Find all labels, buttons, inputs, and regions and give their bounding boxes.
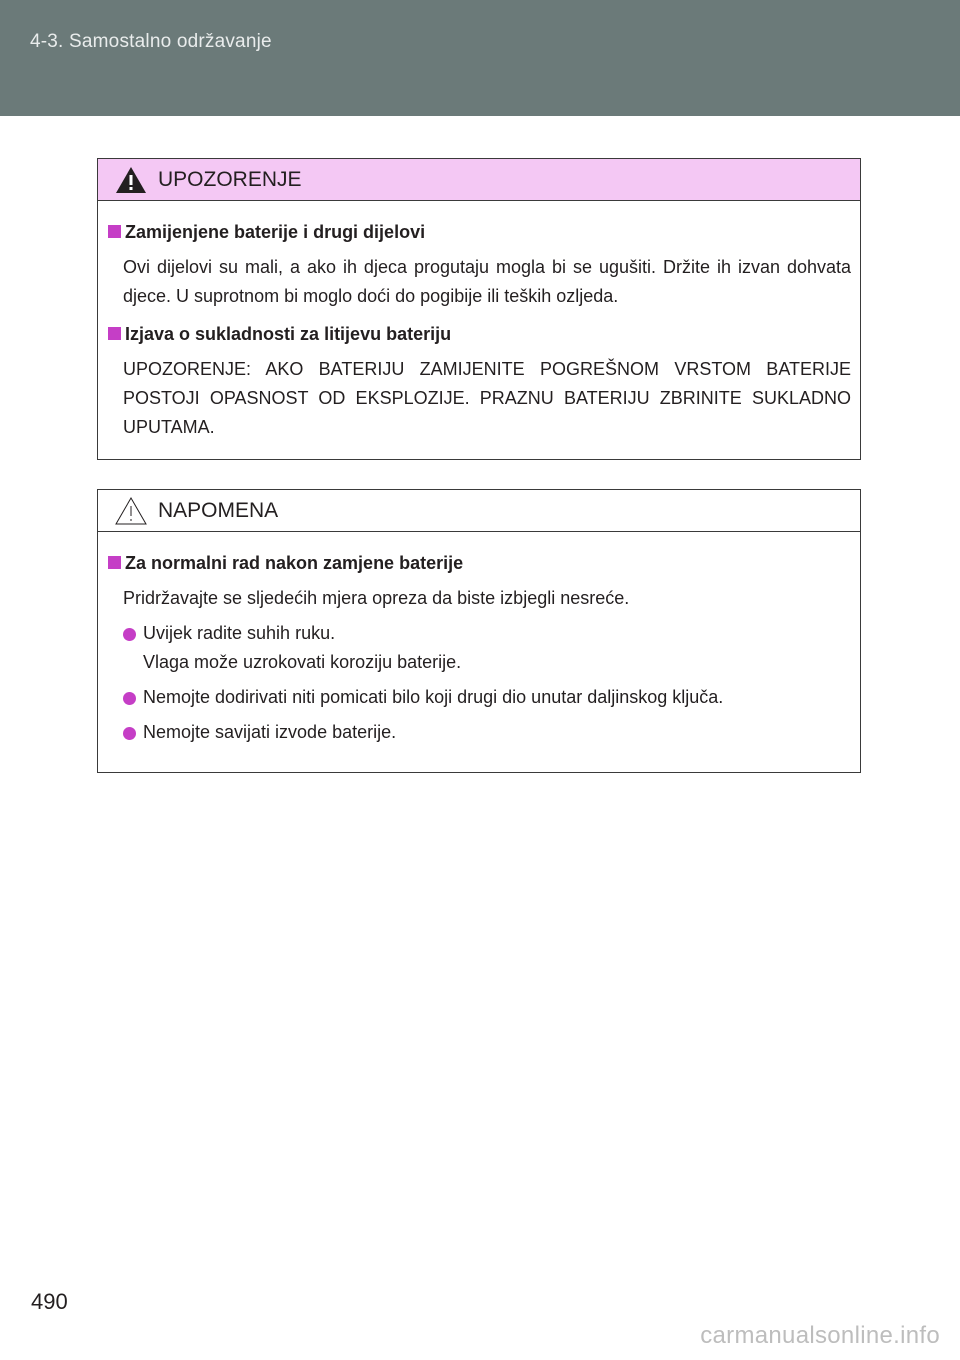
warning-section-heading-text: Izjava o sukladnosti za litijevu bateriju: [125, 324, 452, 344]
notice-intro-paragraph: Pridržavajte se sljedećih mjera opreza da biste izbjegli nesreće.: [123, 588, 630, 608]
warning-triangle-filled-icon: [114, 165, 148, 195]
magenta-dot-bullet-icon: [123, 727, 136, 740]
warning-triangle-outline-icon: [114, 496, 148, 526]
magenta-dot-bullet-icon: [123, 628, 136, 641]
warning-section-paragraph: Ovi dijelovi su mali, a ako ih djeca progutaju mogla bi se ugušiti. Držite ih izvan dohvata djece. U suprotnom bi moglo doći do pogibije ili teških ozljeda.: [123, 257, 851, 306]
notice-section-heading: [108, 551, 851, 575]
warning-box-header: [98, 159, 860, 201]
warning-box-body: [98, 220, 860, 442]
notice-bullet-line: Nemojte dodirivati niti pomicati bilo koji drugi dio unutar daljinskog ključa.: [143, 687, 724, 707]
notice-bullet-line: Vlaga može uzrokovati koroziju baterije.: [143, 652, 462, 672]
magenta-square-bullet-icon: [108, 327, 121, 340]
notice-bullet-line: Uvijek radite suhih ruku.: [143, 623, 336, 643]
magenta-square-bullet-icon: [108, 556, 121, 569]
notice-section-heading-text: Za normalni rad nakon zamjene baterije: [125, 553, 464, 573]
notice-bullet-item: [108, 619, 851, 677]
magenta-dot-bullet-icon: [123, 692, 136, 705]
page-number: 490: [31, 1289, 68, 1314]
warning-section-paragraph: UPOZORENJE: AKO BATERIJU ZAMIJENITE POGREŠNOM VRSTOM BATERIJE POSTOJI OPASNOST OD EKSPLOZIJE. PRAZNU BATERIJU ZBRINITE SUKLADNO UPUTAMA.: [123, 359, 851, 437]
notice-bullet-item: [108, 718, 851, 747]
notice-bullet-line: Nemojte savijati izvode baterije.: [143, 722, 397, 742]
warning-section-heading: [108, 220, 851, 244]
warning-box: [97, 158, 861, 460]
chapter-section-title: 4-3. Samostalno održavanje: [30, 31, 272, 52]
magenta-square-bullet-icon: [108, 225, 121, 238]
notice-box-title: NAPOMENA: [158, 499, 279, 522]
watermark: carmanualsonline.info: [700, 1322, 940, 1349]
notice-box-header: [98, 490, 860, 532]
warning-section-heading: [108, 322, 851, 346]
notice-bullet-item: [108, 683, 851, 712]
warning-box-title: UPOZORENJE: [158, 168, 302, 191]
notice-box-body: [98, 551, 860, 747]
notice-box: [97, 489, 861, 773]
warning-section-heading-text: Zamijenjene baterije i drugi dijelovi: [125, 222, 426, 242]
chapter-header-bar: [0, 0, 960, 116]
